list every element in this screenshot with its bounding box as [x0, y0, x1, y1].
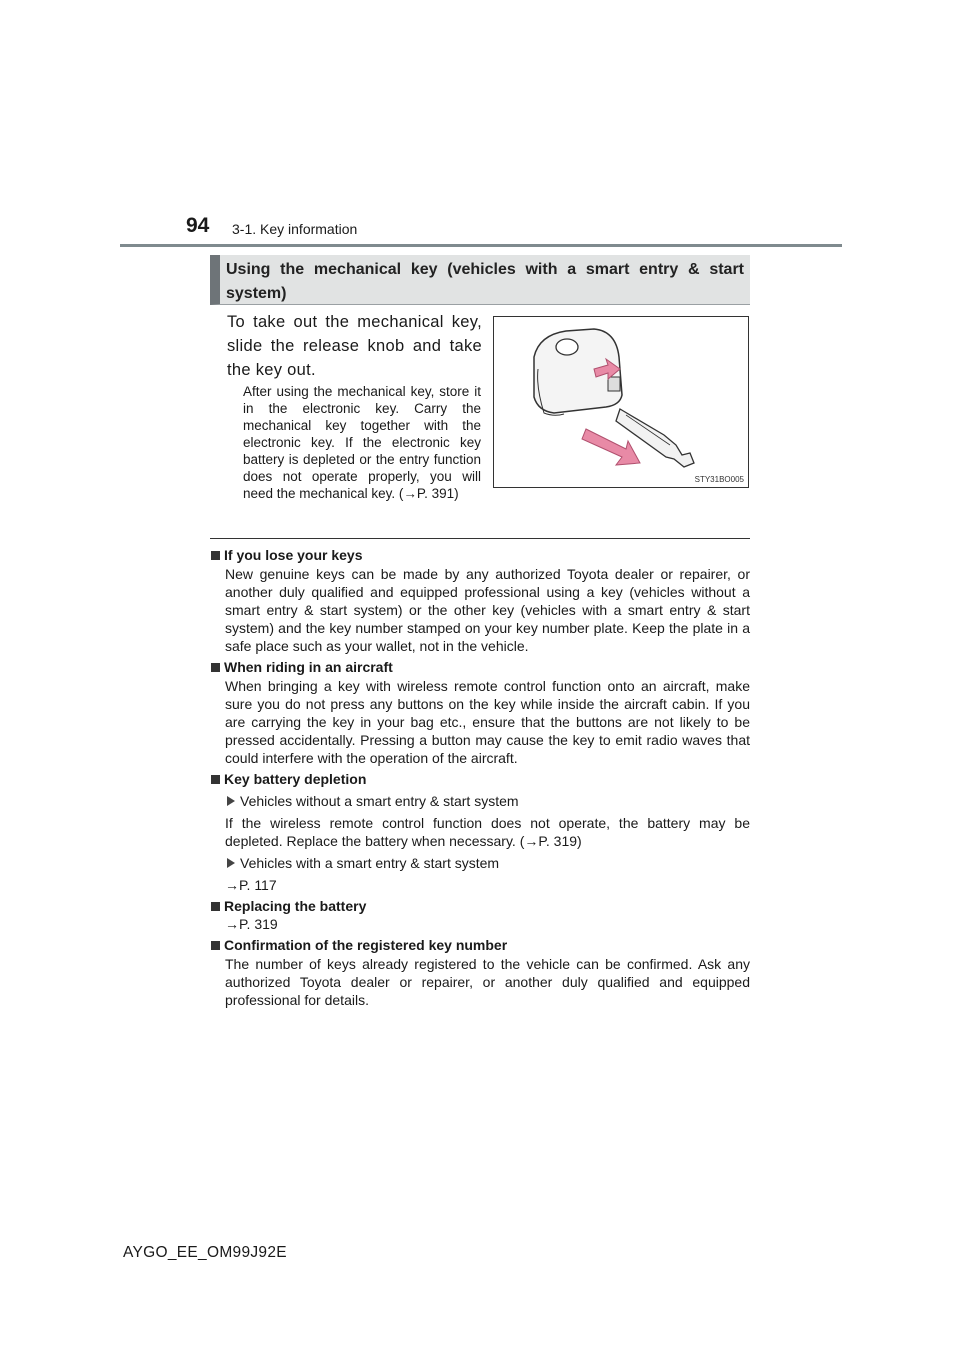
- note-heading: [210, 898, 750, 915]
- page-number: 94: [186, 214, 210, 237]
- key-drawing: [494, 317, 748, 487]
- note-heading: [210, 937, 750, 954]
- section-heading-box: [210, 255, 750, 305]
- header-rule: [120, 244, 842, 247]
- key-button: [556, 339, 578, 355]
- notes-section: [210, 545, 750, 1013]
- square-bullet-icon: [211, 551, 220, 560]
- intro-paragraph: To take out the mechanical key, slide the release knob and take the key out.: [227, 313, 482, 379]
- note-body: The number of keys already registered to the vehicle can be confirmed. Ask any authorized Toyota dealer or repairer, or another duly qualified and equipped professional for details.: [225, 956, 750, 1008]
- triangle-bullet-icon: [227, 858, 235, 868]
- sub-item-label: Vehicles without a smart entry & start system: [240, 793, 519, 809]
- section-heading-text: Using the mechanical key (vehicles with a smart entry & start system): [226, 261, 744, 302]
- note-heading: [210, 547, 750, 564]
- sub-item: [210, 854, 750, 872]
- section-divider: [210, 538, 750, 539]
- release-knob: [608, 377, 620, 391]
- sub-item-label: Vehicles with a smart entry & start system: [240, 855, 500, 871]
- note-title: If you lose your keys: [224, 547, 363, 563]
- triangle-bullet-icon: [227, 796, 235, 806]
- page-reference: →P. 319: [225, 916, 278, 932]
- note-title: When riding in an aircraft: [224, 659, 393, 675]
- note-title: Replacing the battery: [224, 898, 367, 914]
- pull-arrow-icon: [582, 429, 640, 465]
- square-bullet-icon: [211, 902, 220, 911]
- note-heading: [210, 771, 750, 788]
- usage-note: After using the mechanical key, store it in the electronic key. Carry the mechanical key together with the electronic key. If the electronic key battery is depleted or the entry function does not operate properly, you will need the mechanical key. (→P. 391): [243, 384, 481, 501]
- note-title: Key battery depletion: [224, 771, 367, 787]
- note-title: Confirmation of the registered key number: [224, 937, 508, 953]
- note-body: If the wireless remote control function does not operate, the battery may be depleted. Replace the battery when necessary. (→P. 319): [225, 815, 750, 849]
- page-reference: →P. 117: [225, 877, 277, 893]
- square-bullet-icon: [211, 941, 220, 950]
- document-code: AYGO_EE_OM99J92E: [123, 1244, 287, 1261]
- note-heading: [210, 659, 750, 676]
- key-illustration: [493, 316, 749, 488]
- square-bullet-icon: [211, 775, 220, 784]
- sub-item: [210, 792, 750, 810]
- note-body: New genuine keys can be made by any authorized Toyota dealer or repairer, or another duly qualified and equipped professional using a key (vehicles without a smart entry & start system) or the other key (vehicles with a smart entry & start system) and the key number stamped on your key number plate. Keep the plate in a safe place such as your wallet, not in the vehicle.: [225, 566, 750, 654]
- section-title: 3-1. Key information: [232, 221, 358, 237]
- note-body: When bringing a key with wireless remote control function onto an aircraft, make sure you do not press any buttons on the key while inside the aircraft cabin. If you are carrying the key in your bag etc., ensure that the buttons are not likely to be pressed accidentally. Pressing a button may cause the key to emit radio waves that could interfere with the operation of the aircraft.: [225, 678, 750, 766]
- square-bullet-icon: [211, 663, 220, 672]
- figure-code: STY31BO005: [694, 475, 744, 484]
